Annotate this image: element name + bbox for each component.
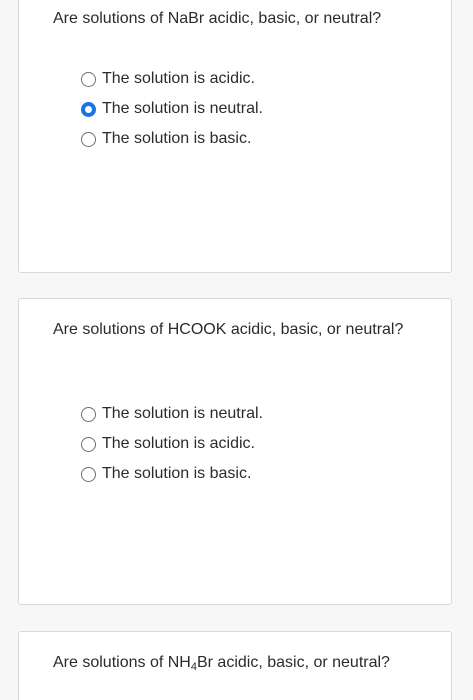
radio-button-unselected[interactable]	[81, 467, 96, 482]
option-label: The solution is acidic.	[102, 435, 255, 452]
question-prompt-3	[53, 650, 423, 676]
option-acidic[interactable]	[81, 64, 263, 94]
answer-options-1	[81, 64, 263, 154]
option-basic[interactable]	[81, 124, 263, 154]
question-card-2	[18, 298, 452, 605]
option-label: The solution is neutral.	[102, 100, 263, 117]
radio-button-unselected[interactable]	[81, 72, 96, 87]
option-label: The solution is basic.	[102, 130, 252, 147]
question-card-3	[18, 631, 452, 700]
radio-button-unselected[interactable]	[81, 132, 96, 147]
option-basic[interactable]	[81, 459, 263, 489]
radio-button-unselected[interactable]	[81, 437, 96, 452]
answer-options-2	[81, 399, 263, 489]
option-label: The solution is basic.	[102, 465, 252, 482]
prompt-text-after: Br acidic, basic, or neutral?	[196, 654, 390, 671]
radio-button-selected[interactable]	[81, 102, 96, 117]
radio-button-unselected[interactable]	[81, 407, 96, 422]
question-prompt-1: Are solutions of NaBr acidic, basic, or neutral?	[53, 10, 382, 27]
option-acidic[interactable]	[81, 429, 263, 459]
option-label: The solution is acidic.	[102, 70, 255, 87]
question-card-1	[18, 0, 452, 273]
option-neutral[interactable]	[81, 94, 263, 124]
question-prompt-2: Are solutions of HCOOK acidic, basic, or neutral?	[53, 321, 404, 338]
option-neutral[interactable]	[81, 399, 263, 429]
subscript: 4	[190, 661, 197, 673]
option-label: The solution is neutral.	[102, 405, 263, 422]
prompt-text-before: Are solutions of NH	[53, 654, 191, 671]
